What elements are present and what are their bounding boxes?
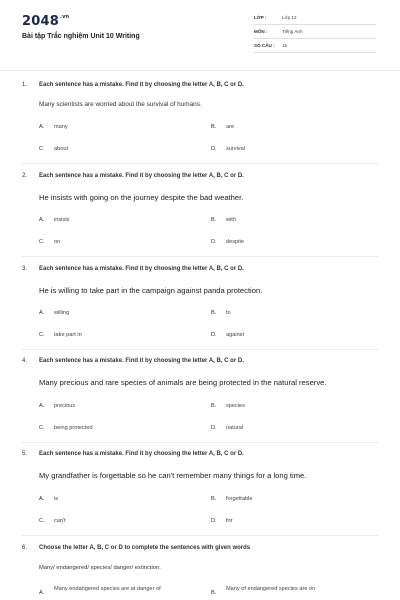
option-text: about	[54, 146, 68, 152]
option-letter: A.	[39, 310, 45, 316]
option-text: for	[226, 518, 233, 524]
option-d[interactable]	[211, 332, 244, 338]
option-letter: D.	[211, 332, 217, 338]
option-d[interactable]	[211, 518, 233, 524]
question-number: 6.	[22, 545, 28, 551]
option-text: with	[226, 217, 236, 223]
option-letter: C.	[39, 239, 45, 245]
option-a[interactable]	[39, 310, 69, 316]
site-logo[interactable]	[22, 14, 69, 29]
option-b[interactable]	[211, 310, 231, 316]
logo-text: 2048	[22, 14, 59, 29]
option-text: on	[54, 239, 61, 245]
option-text: insists	[54, 217, 70, 223]
question-sentence: He is willing to take part in the campaign against panda protection.	[39, 286, 263, 295]
question-sentence: Many scientists are worried about the survival of humans.	[39, 101, 202, 108]
option-text: willing	[54, 310, 70, 316]
option-text: forgettable	[226, 496, 253, 502]
question-instruction: Choose the letter A, B, C or D to complete the sentences with given words	[39, 545, 251, 551]
option-letter: C.	[39, 518, 45, 524]
document-title: Bài tập Trắc nghiệm Unit 10 Writing	[22, 33, 140, 40]
document-header	[0, 0, 400, 70]
option-text: take part in	[54, 332, 82, 338]
option-c[interactable]	[39, 239, 60, 245]
question-instruction: Each sentence has a mistake. Find it by choosing the letter A, B, C or D.	[39, 173, 244, 179]
option-letter: D.	[211, 518, 217, 524]
option-c[interactable]	[39, 146, 68, 152]
option-text: species	[226, 403, 245, 409]
option-a[interactable]	[39, 217, 70, 223]
option-letter: D.	[211, 425, 217, 431]
option-letter: A.	[39, 217, 45, 223]
option-text: survival	[226, 146, 245, 152]
option-b[interactable]	[211, 217, 236, 223]
option-letter: B.	[211, 124, 217, 130]
option-letter: B.	[211, 590, 217, 596]
option-letter: A.	[39, 403, 45, 409]
option-text: being protected	[54, 425, 93, 431]
option-text: can't	[54, 518, 66, 524]
option-a[interactable]	[39, 403, 75, 409]
question-number: 1.	[22, 82, 28, 88]
meta-class-value: Lớp 12	[282, 15, 297, 20]
meta-subject-row	[254, 26, 376, 39]
option-letter: A.	[39, 590, 45, 596]
option-letter: C.	[39, 146, 45, 152]
meta-subject-label: MÔN :	[254, 29, 268, 34]
option-letter: B.	[211, 217, 217, 223]
option-letter: C.	[39, 425, 45, 431]
option-text: many	[54, 124, 68, 130]
logo-suffix: .vn	[59, 14, 70, 20]
option-text: against	[226, 332, 245, 338]
option-text: is	[54, 496, 59, 502]
option-letter: B.	[211, 496, 217, 502]
option-c[interactable]	[39, 332, 82, 338]
question-number: 4.	[22, 358, 28, 364]
question-divider	[22, 349, 378, 350]
question-instruction: Each sentence has a mistake. Find it by choosing the letter A, B, C or D.	[39, 358, 244, 364]
question-instruction: Each sentence has a mistake. Find it by choosing the letter A, B, C or D.	[39, 451, 244, 457]
option-b[interactable]	[211, 403, 245, 409]
option-letter: C.	[39, 332, 45, 338]
meta-count-label: SỐ CÂU :	[254, 43, 275, 48]
meta-class-label: LỚP :	[254, 15, 267, 20]
question-sentence: Many precious and rare species of animals are being protected in the natural reserve.	[39, 378, 327, 387]
option-text: natural	[226, 425, 244, 431]
question-divider	[22, 163, 378, 164]
meta-count-row	[254, 40, 376, 53]
option-text: Many of endangered species are on	[226, 586, 316, 592]
meta-class-row	[254, 12, 376, 25]
option-a[interactable]	[39, 496, 58, 502]
option-d[interactable]	[211, 425, 243, 431]
question-divider	[22, 256, 378, 257]
option-letter: D.	[211, 146, 217, 152]
option-letter: B.	[211, 310, 217, 316]
meta-subject-value: Tiếng Anh	[282, 29, 303, 34]
option-letter: A.	[39, 496, 45, 502]
question-divider	[22, 535, 378, 536]
option-c[interactable]	[39, 518, 66, 524]
question-instruction: Each sentence has a mistake. Find it by choosing the letter A, B, C or D.	[39, 266, 244, 272]
option-d[interactable]	[211, 239, 244, 245]
meta-count-value: 15	[282, 43, 288, 48]
option-d[interactable]	[211, 146, 245, 152]
question-number: 3.	[22, 266, 28, 272]
option-text: to	[226, 310, 231, 316]
question-instruction: Each sentence has a mistake. Find it by choosing the letter A, B, C or D.	[39, 82, 244, 88]
question-sentence: He insists with going on the journey despite the bad weather.	[39, 193, 244, 202]
option-a[interactable]	[39, 124, 68, 130]
option-text: despite	[226, 239, 245, 245]
question-divider	[22, 442, 378, 443]
option-letter: A.	[39, 124, 45, 130]
option-text: are	[226, 124, 235, 130]
question-number: 5.	[22, 451, 28, 457]
question-sentence: My grandfather is forgettable so he can't remember many things for a long time.	[39, 471, 307, 480]
option-text: Many endangered species are at danger of	[54, 586, 161, 592]
option-c[interactable]	[39, 425, 93, 431]
option-letter: D.	[211, 239, 217, 245]
option-text: precious	[54, 403, 76, 409]
option-letter: B.	[211, 403, 217, 409]
question-number: 2.	[22, 173, 28, 179]
option-b[interactable]	[211, 496, 252, 502]
question-sentence: Many/ endangered/ species/ danger/ extinction.	[39, 565, 161, 571]
option-b[interactable]	[211, 124, 234, 130]
header-divider	[0, 70, 400, 71]
